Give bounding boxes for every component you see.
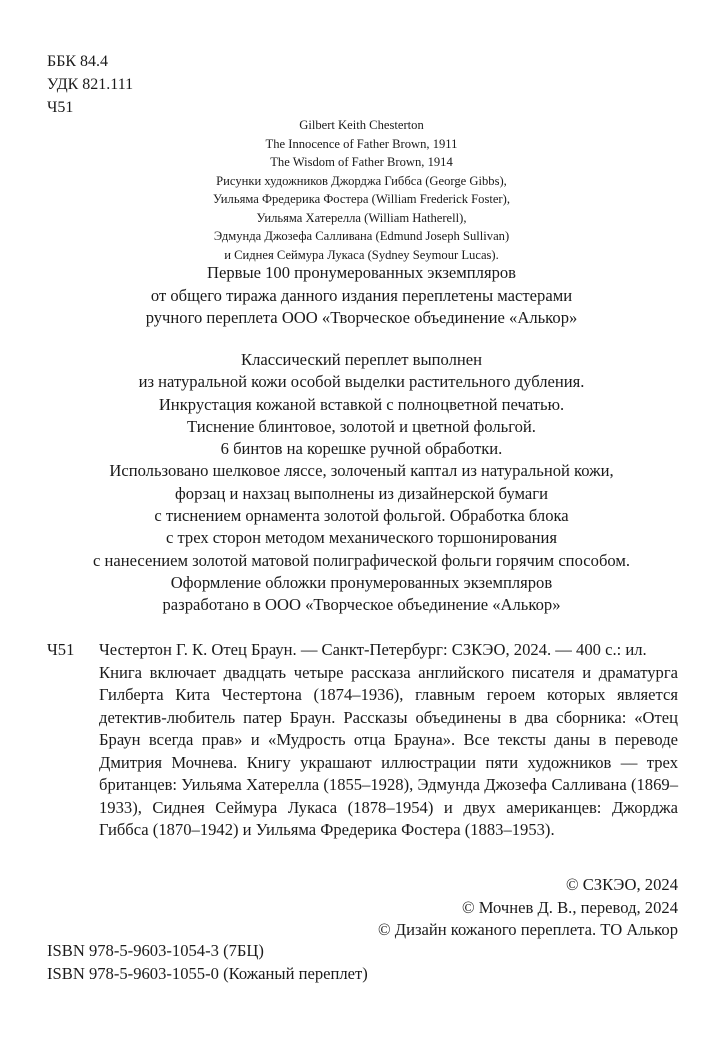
udk-code: УДК 821.111 bbox=[47, 76, 134, 93]
copyright-line: © Мочнев Д. В., перевод, 2024 bbox=[461, 897, 678, 917]
binding-line: Использовано шелковое ляссе, золоченый каптал из натуральной кожи, bbox=[109, 461, 614, 481]
author-mark: Ч51 bbox=[47, 99, 74, 116]
copyright-block bbox=[378, 874, 678, 942]
credit-line: Уильяма Хатерелла (William Hatherell), bbox=[256, 210, 467, 225]
binding-line: с нанесением золотой матовой полиграфической фольги горячим способом. bbox=[92, 550, 631, 570]
copyright-line: © СЗКЭО, 2024 bbox=[565, 875, 678, 894]
binding-line: с тиснением орнамента золотой фольгой. Обработка блока bbox=[154, 506, 569, 526]
bibliographic-code: Ч51 bbox=[47, 640, 75, 659]
binding-line: с трех сторон методом механического торшонирования bbox=[165, 528, 558, 548]
notice-line: от общего тиража данного издания переплетены мастерами bbox=[150, 285, 573, 305]
binding-line: Тиснение блинтовое, золотой и цветной фольгой. bbox=[187, 416, 536, 436]
isbn-block bbox=[47, 940, 368, 985]
binding-line: из натуральной кожи особой выделки растительного дубления. bbox=[138, 372, 585, 392]
isbn-line: ISBN 978-5-9603-1055-0 (Кожаный переплет) bbox=[47, 963, 368, 983]
original-credits bbox=[0, 116, 723, 264]
binding-line: Инкрустация кожаной вставкой с полноцветной печатью. bbox=[158, 394, 565, 414]
bibliographic-entry: Честертон Г. К. Отец Браун. — Санкт-Петербург: СЗКЭО, 2024. — 400 с.: ил. bbox=[99, 640, 647, 659]
credit-line: The Innocence of Father Brown, 1911 bbox=[265, 136, 458, 151]
notice-line: ручного переплета ООО «Творческое объединение «Алькор» bbox=[145, 308, 578, 327]
bbk-code: ББК 84.4 bbox=[47, 53, 109, 70]
binding-line: разработано в ООО «Творческое объединение «Алькор» bbox=[162, 595, 561, 615]
binding-line: 6 бинтов на корешке ручной обработки. bbox=[220, 439, 503, 459]
copyright-line: © Дизайн кожаного переплета. ТО Алькор bbox=[378, 920, 678, 939]
credit-line: Эдмунда Джозефа Салливана (Edmund Joseph Sullivan) bbox=[213, 229, 510, 243]
binding-line: Оформление обложки пронумерованных экземпляров bbox=[170, 572, 553, 592]
credit-line: The Wisdom of Father Brown, 1914 bbox=[270, 155, 453, 169]
classification-codes bbox=[47, 50, 133, 119]
credit-line: и Сиднея Сеймура Лукаса (Sydney Seymour Lucas). bbox=[224, 247, 499, 262]
numbered-copies-notice bbox=[0, 262, 723, 330]
notice-line: Первые 100 пронумерованных экземпляров bbox=[206, 263, 517, 282]
annotation: Книга включает двадцать четыре рассказа английского писателя и драматурга Гилберта Кита Честертона (1874–1936), главным героем которых является детектив-любитель патер Браун. Рассказы объединены в два сборника: «Отец Браун всегда прав» и «Мудрость отца Брауна». Все тексты даны в переводе Дмитрия Мочнева. Книгу украшают иллюстрации пяти художников –– трех британцев: Уильяма Хатерелла (1855–1928), Эдмунда Джозефа Салливана (1869–1933), Сиднея Сеймура Лукаса (1878–1954) и двух американцев: Джорджа Гиббса (1870–1942) и Уильяма Фредерика Фостера (1883–1953). bbox=[99, 662, 678, 839]
binding-line: Классический переплет выполнен bbox=[241, 350, 482, 369]
binding-line: форзац и нахзац выполнены из дизайнерской бумаги bbox=[175, 483, 548, 503]
credit-line: Gilbert Keith Chesterton bbox=[299, 118, 424, 132]
credit-line: Рисунки художников Джорджа Гиббса (George Gibbs), bbox=[216, 173, 507, 188]
credit-line: Уильяма Фредерика Фостера (William Frederick Foster), bbox=[213, 192, 510, 206]
isbn-line: ISBN 978-5-9603-1054-3 (7БЦ) bbox=[47, 941, 264, 960]
bibliographic-record bbox=[47, 639, 678, 842]
binding-description bbox=[0, 349, 723, 617]
